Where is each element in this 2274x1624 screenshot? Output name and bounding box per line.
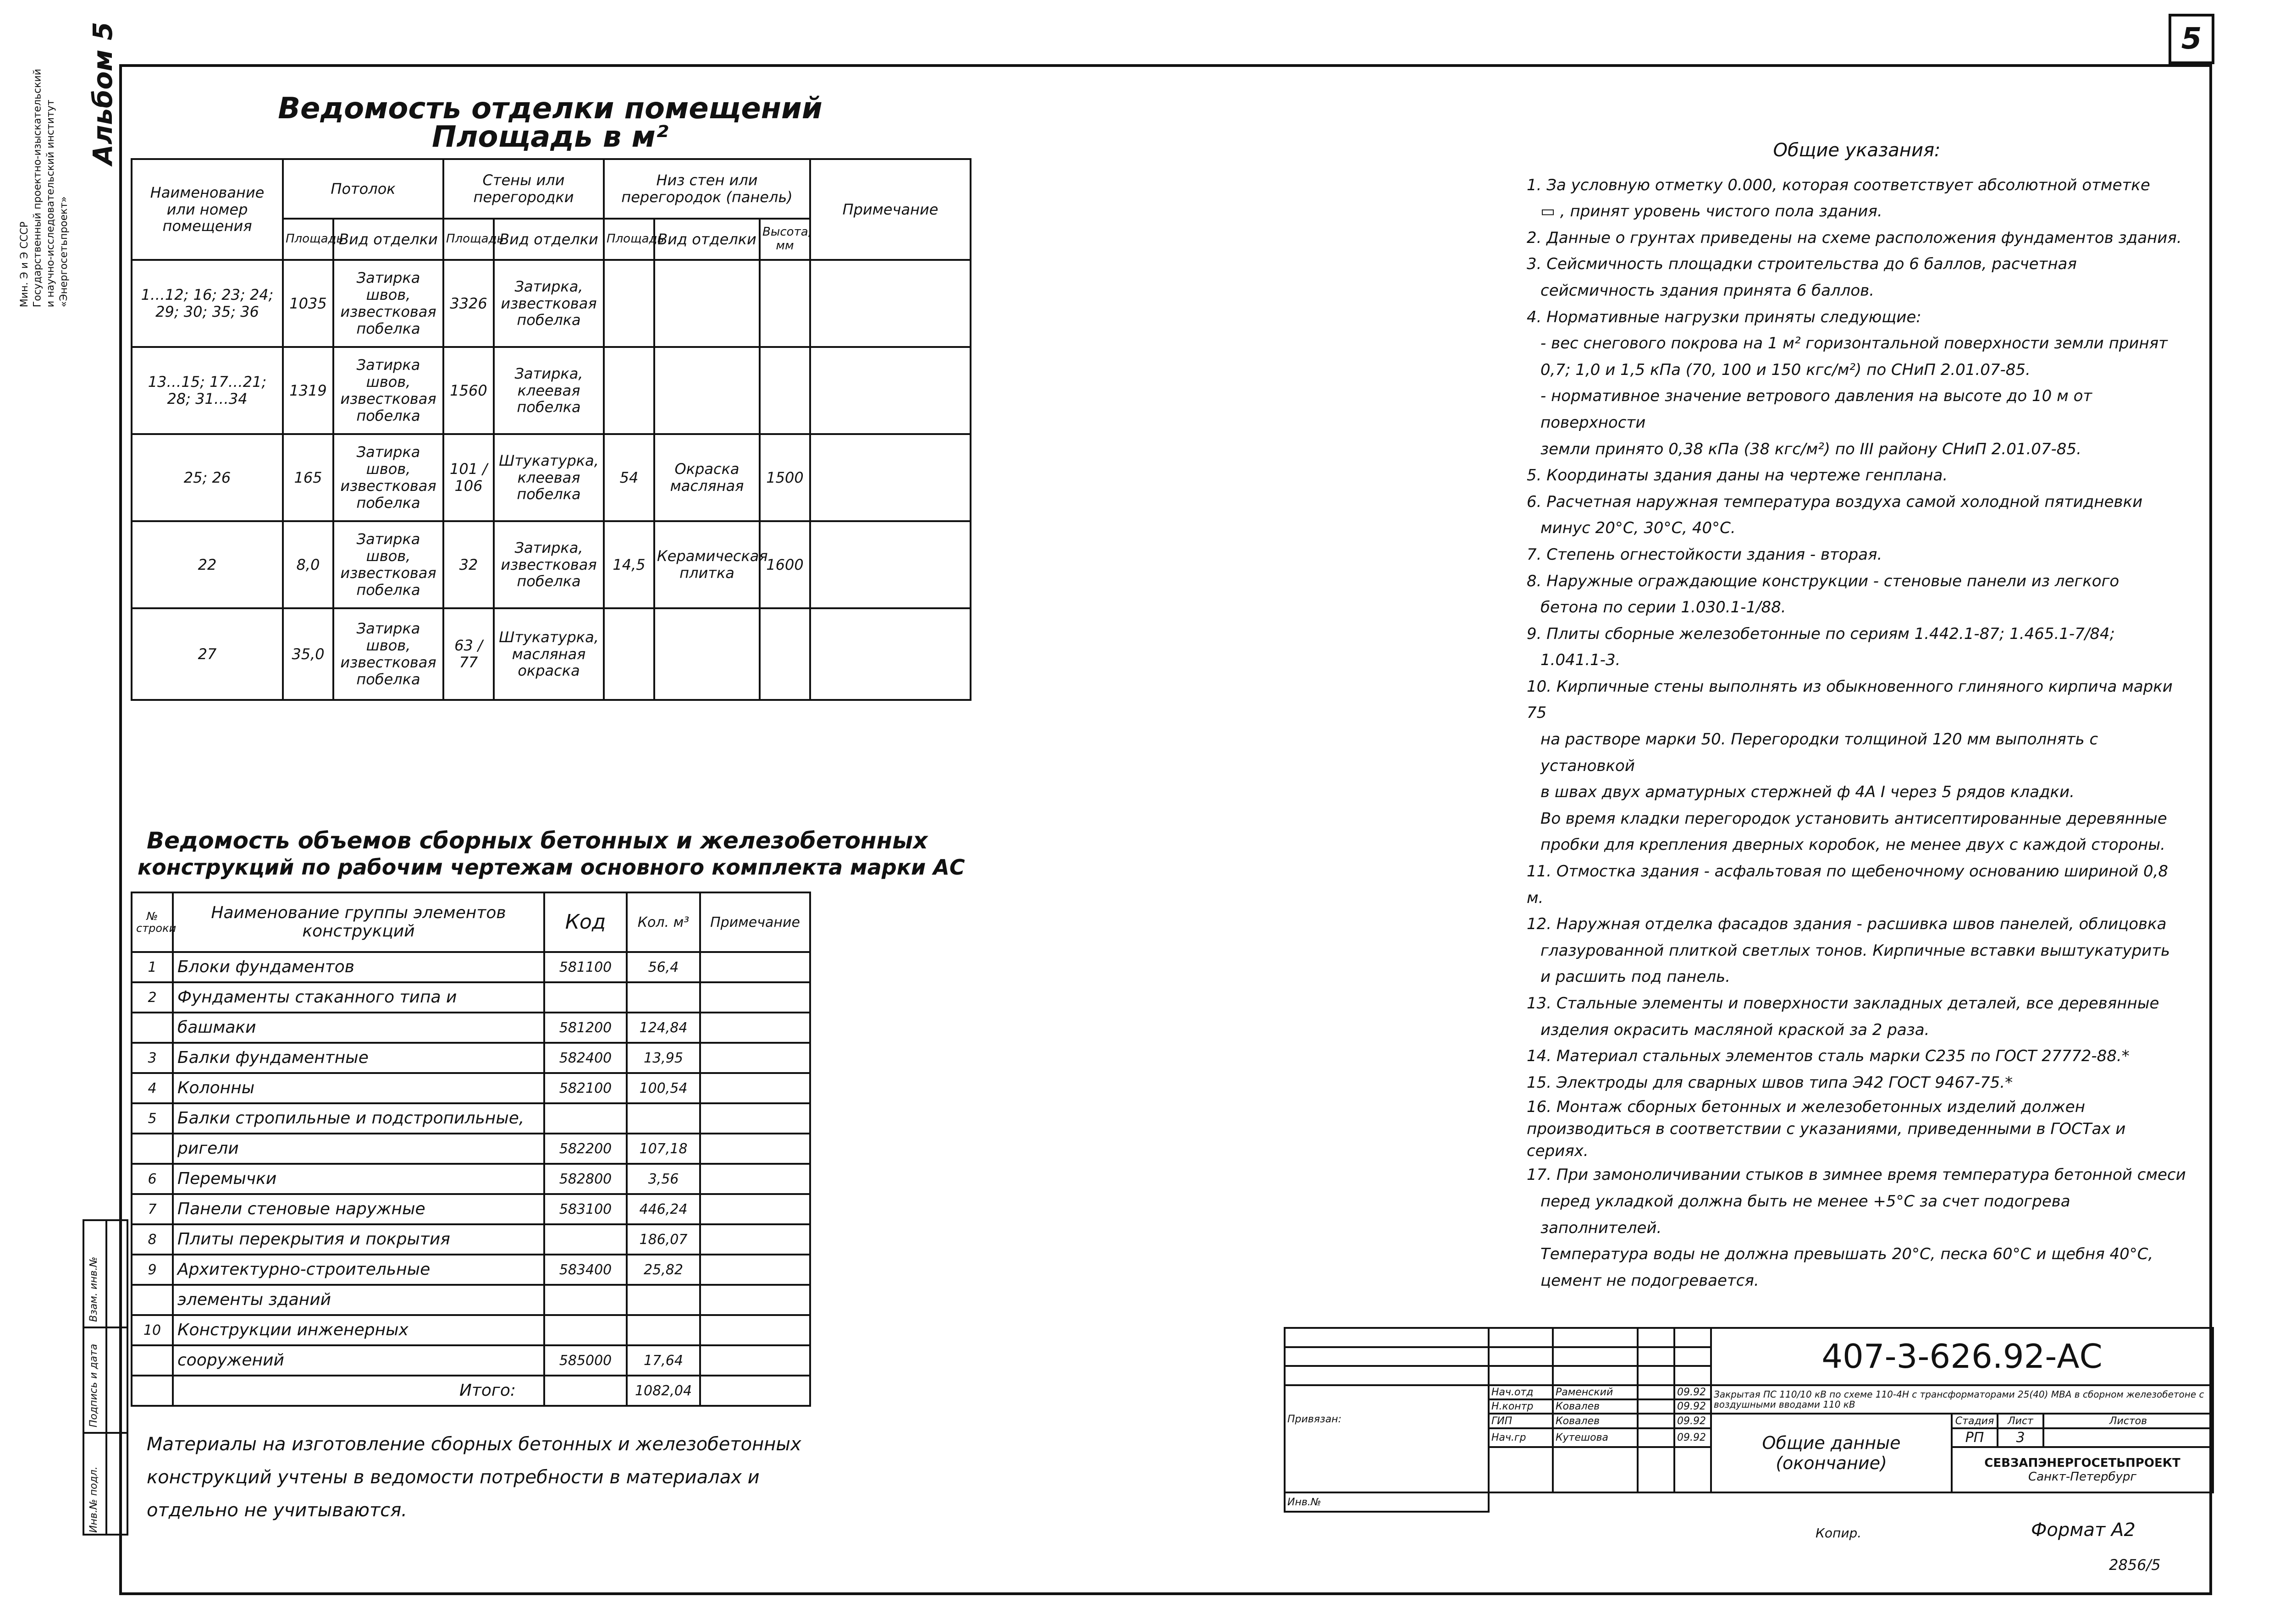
table-row: 10 Конструкции инженерных bbox=[132, 1315, 810, 1345]
org-stamp-vertical: Мин. Э и Э СССР Государственный проектно-изыскательский и научно-исследовательский институт «Энергосетьпроект» bbox=[19, 69, 70, 308]
footnote: Материалы на изготовление сборных бетонных и железобетонных конструкций учтены в ведомости потребности в материалах и отдельно не учитываются. bbox=[147, 1434, 801, 1521]
hdr-name: Наименование группы элементов конструкций bbox=[173, 892, 544, 952]
table-row: 4 Колонны 582100 100,54 bbox=[132, 1073, 810, 1103]
finish-table bbox=[131, 158, 971, 701]
finish-table-title: Ведомость отделки помещений bbox=[278, 92, 822, 126]
note-line: в швах двух арматурных стержней ф 4А I через 5 рядов кладки. bbox=[1540, 783, 2075, 802]
note-line: Температура воды не должна превышать 20°С, песка 60°С и щебня 40°С, bbox=[1540, 1245, 2153, 1264]
inv-label: Инв.№ bbox=[1285, 1492, 1489, 1512]
hdr-code: Код bbox=[544, 892, 627, 952]
note-line: 16. Монтаж сборных бетонных и железобетонных изделий должен производиться в соответствии с указаниями, приведенными в ГОСТах и сериях. bbox=[1527, 1098, 2126, 1161]
note-line: - вес снегового покрова на 1 м² горизонтальной поверхности земли принят bbox=[1540, 334, 2168, 353]
note-line: 6. Расчетная наружная температура воздуха самой холодной пятидневки bbox=[1527, 492, 2143, 511]
note-line: 10. Кирпичные стены выполнять из обыкновенного глиняного кирпича марки 75 bbox=[1527, 677, 2173, 722]
album-label: Альбом 5 bbox=[87, 22, 118, 165]
note-line: ▭ , принят уровень чистого пола здания. bbox=[1540, 202, 1882, 221]
archive-number: 2856/5 bbox=[2109, 1556, 2161, 1574]
note-line: 15. Электроды для сварных швов типа Э42 ГОСТ 9467-75.* bbox=[1527, 1073, 2013, 1092]
org-name: СЕВЗАПЭНЕРГОСЕТЬПРОЕКТ bbox=[1984, 1456, 2180, 1470]
table-row: 2 Фундаменты стаканного типа и bbox=[132, 982, 810, 1013]
note-line: изделия окрасить масляной краской за 2 раза. bbox=[1540, 1020, 1930, 1039]
signature bbox=[1638, 1428, 1674, 1448]
table-row: 9 Архитектурно-строительные 583400 25,82 bbox=[132, 1255, 810, 1285]
hdr-walls: Стены или перегородки bbox=[443, 159, 604, 219]
table-row: 1 Блоки фундаментов 581100 56,4 bbox=[132, 952, 810, 982]
note-line: 13. Стальные элементы и поверхности закладных деталей, все деревянные bbox=[1527, 994, 2159, 1013]
table-row: 1…12; 16; 23; 24; 29; 30; 35; 36 1035 Затирка швов, известковая побелка 3326 Затирка, известковая побелка bbox=[132, 260, 971, 347]
signature bbox=[1638, 1399, 1674, 1414]
drawing-code: 407-3-626.92-АС bbox=[1711, 1328, 2213, 1385]
hdr-ceiling: Потолок bbox=[283, 159, 443, 219]
hdr-num: № строки bbox=[132, 892, 173, 952]
volume-table bbox=[131, 892, 811, 1407]
total-value: 1082,04 bbox=[627, 1376, 700, 1406]
hdr-note: Примечание bbox=[810, 159, 971, 260]
table-row: сооружений 585000 17,64 bbox=[132, 1345, 810, 1376]
note-line: 17. При замоноличивании стыков в зимнее время температура бетонной смеси bbox=[1527, 1166, 2186, 1184]
hdr-height: Высота, мм bbox=[760, 219, 810, 260]
note-line: цемент не подогревается. bbox=[1540, 1271, 1759, 1290]
hdr-finish: Вид отделки bbox=[654, 219, 760, 260]
left-signature-strip bbox=[83, 1219, 128, 1536]
table-row: 25; 26 165 Затирка швов, известковая побелка 101 / 106 Штукатурка, клеевая побелка 54 Окраска масляная 1500 bbox=[132, 434, 971, 521]
table-row: башмаки 581200 124,84 bbox=[132, 1013, 810, 1043]
table-row: элементы зданий bbox=[132, 1285, 810, 1315]
strip-label: Взам. инв.№ bbox=[88, 1256, 99, 1322]
copied-label: Копир. bbox=[1816, 1525, 1862, 1541]
note-line: 9. Плиты сборные железобетонные по сериям 1.442.1-87; 1.465.1-7/84; bbox=[1527, 624, 2115, 643]
note-line: земли принято 0,38 кПа (38 кгс/м²) по III району СНиП 2.01.07-85. bbox=[1540, 440, 2081, 458]
note-line: на растворе марки 50. Перегородки толщиной 120 мм выполнять с установкой bbox=[1540, 730, 2098, 775]
note-line: 11. Отмостка здания - асфальтовая по щебеночному основанию шириной 0,8 м. bbox=[1527, 862, 2169, 907]
hdr-finish: Вид отделки bbox=[333, 219, 443, 260]
hdr-low-walls: Низ стен или перегородок (панель) bbox=[604, 159, 810, 219]
note-line: - нормативное значение ветрового давления на высоте до 10 м от поверхности bbox=[1540, 387, 2092, 432]
note-line: 1. За условную отметку 0.000, которая соответствует абсолютной отметке bbox=[1527, 176, 2150, 194]
sheet-number: 5 bbox=[2169, 14, 2214, 64]
table-row: ригели 582200 107,18 bbox=[132, 1134, 810, 1164]
note-line: 0,7; 1,0 и 1,5 кПа (70, 100 и 150 кгс/м²) по СНиП 2.01.07-85. bbox=[1540, 360, 2031, 379]
note-line: 4. Нормативные нагрузки приняты следующие: bbox=[1527, 308, 1921, 326]
table-row: 3 Балки фундаментные 582400 13,95 bbox=[132, 1043, 810, 1073]
note-line: Во время кладки перегородок установить антисептированные деревянные bbox=[1540, 809, 2167, 828]
note-line: 8. Наружные ограждающие конструкции - стеновые панели из легкого bbox=[1527, 572, 2119, 590]
note-line: минус 20°С, 30°С, 40°С. bbox=[1540, 519, 1736, 538]
volume-table-title-2: конструкций по рабочим чертежам основного комплекта марки АС bbox=[138, 855, 965, 880]
note-line: 3. Сейсмичность площадки строительства до 6 баллов, расчетная bbox=[1527, 255, 2077, 274]
general-notes bbox=[1527, 138, 2187, 1294]
title-block: 407-3-626.92-АС Нач.отд Раменский 09.92 Закрытая ПС 110/10 кВ по схеме 110-4Н с трансформаторами 25(40) МВА в сборном железобетоне с воздушными вводами 110 кВ Н.контр Ковалев 09.92 Привязан: ГИП Ковалев 09.92 Общие данные (окончание) Стадия Лист Листов Нач.гр Кутешова 09.92 РП 3 СЕВЗАПЭНЕРГОСЕТЬПРОЕКТ Санкт-Петербург Инв.№ bbox=[1284, 1327, 2212, 1513]
note-line: перед укладкой должна быть не менее +5°С за счет подогрева заполнителей. bbox=[1540, 1192, 2070, 1237]
note-line: глазурованной плиткой светлых тонов. Кирпичные вставки выштукатурить bbox=[1540, 941, 2170, 960]
table-row: 5 Балки стропильные и подстропильные, bbox=[132, 1103, 810, 1134]
note-line: пробки для крепления дверных коробок, не менее двух с каждой стороны. bbox=[1540, 836, 2165, 854]
table-row: 27 35,0 Затирка швов, известковая побелка 63 / 77 Штукатурка, масляная окраска bbox=[132, 608, 971, 700]
hdr-area: Площадь bbox=[604, 219, 654, 260]
table-row: 22 8,0 Затирка швов, известковая побелка 32 Затирка, известковая побелка 14,5 Керамическая плитка 1600 bbox=[132, 521, 971, 608]
table-row: 7 Панели стеновые наружные 583100 446,24 bbox=[132, 1194, 810, 1224]
finish-table-subtitle: Площадь в м² bbox=[432, 120, 668, 154]
table-total-row bbox=[132, 1376, 810, 1406]
project-description: Закрытая ПС 110/10 кВ по схеме 110-4Н с трансформаторами 25(40) МВА в сборном железобетоне с воздушными вводами 110 кВ bbox=[1711, 1385, 2213, 1414]
volume-table-title-1: Ведомость объемов сборных бетонных и железобетонных bbox=[147, 827, 928, 854]
note-line: 12. Наружная отделка фасадов здания - расшивка швов панелей, облицовка bbox=[1527, 915, 2167, 934]
hdr-qty: Кол. м³ bbox=[627, 892, 700, 952]
table-row: 13…15; 17…21; 28; 31…34 1319 Затирка швов, известковая побелка 1560 Затирка, клеевая побелка bbox=[132, 347, 971, 434]
note-line: 14. Материал стальных элементов сталь марки С235 по ГОСТ 27772-88.* bbox=[1527, 1047, 2130, 1066]
doc-title: Общие данные (окончание) bbox=[1711, 1414, 1952, 1492]
signature bbox=[1638, 1385, 1674, 1399]
note-line: 1.041.1-3. bbox=[1540, 651, 1621, 670]
hdr-room: Наименование или номер помещения bbox=[132, 159, 283, 260]
strip-label: Подпись и дата bbox=[88, 1343, 99, 1427]
privyazan-label: Привязан: bbox=[1285, 1414, 1489, 1428]
total-label: Итого: bbox=[173, 1376, 544, 1406]
notes-title: Общие указания: bbox=[1773, 140, 1941, 161]
note-line: и расшить под панель. bbox=[1540, 968, 1731, 986]
signature bbox=[1638, 1414, 1674, 1428]
table-row: 6 Перемычки 582800 3,56 bbox=[132, 1164, 810, 1194]
hdr-area: Площадь bbox=[283, 219, 333, 260]
note-line: бетона по серии 1.030.1-1/88. bbox=[1540, 598, 1786, 617]
hdr-note: Примечание bbox=[700, 892, 810, 952]
note-line: 5. Координаты здания даны на чертеже генплана. bbox=[1527, 466, 1948, 485]
hdr-finish: Вид отделки bbox=[494, 219, 604, 260]
org-city: Санкт-Петербург bbox=[2028, 1470, 2137, 1484]
format-label: Формат А2 bbox=[2031, 1519, 2136, 1541]
strip-label: Инв.№ подл. bbox=[88, 1466, 99, 1533]
note-line: 7. Степень огнестойкости здания - вторая. bbox=[1527, 545, 1882, 564]
hdr-area: Площадь bbox=[443, 219, 494, 260]
table-row: 8 Плиты перекрытия и покрытия 186,07 bbox=[132, 1224, 810, 1255]
note-line: 2. Данные о грунтах приведены на схеме расположения фундаментов здания. bbox=[1527, 228, 2182, 247]
note-line: сейсмичность здания принята 6 баллов. bbox=[1540, 281, 1875, 300]
